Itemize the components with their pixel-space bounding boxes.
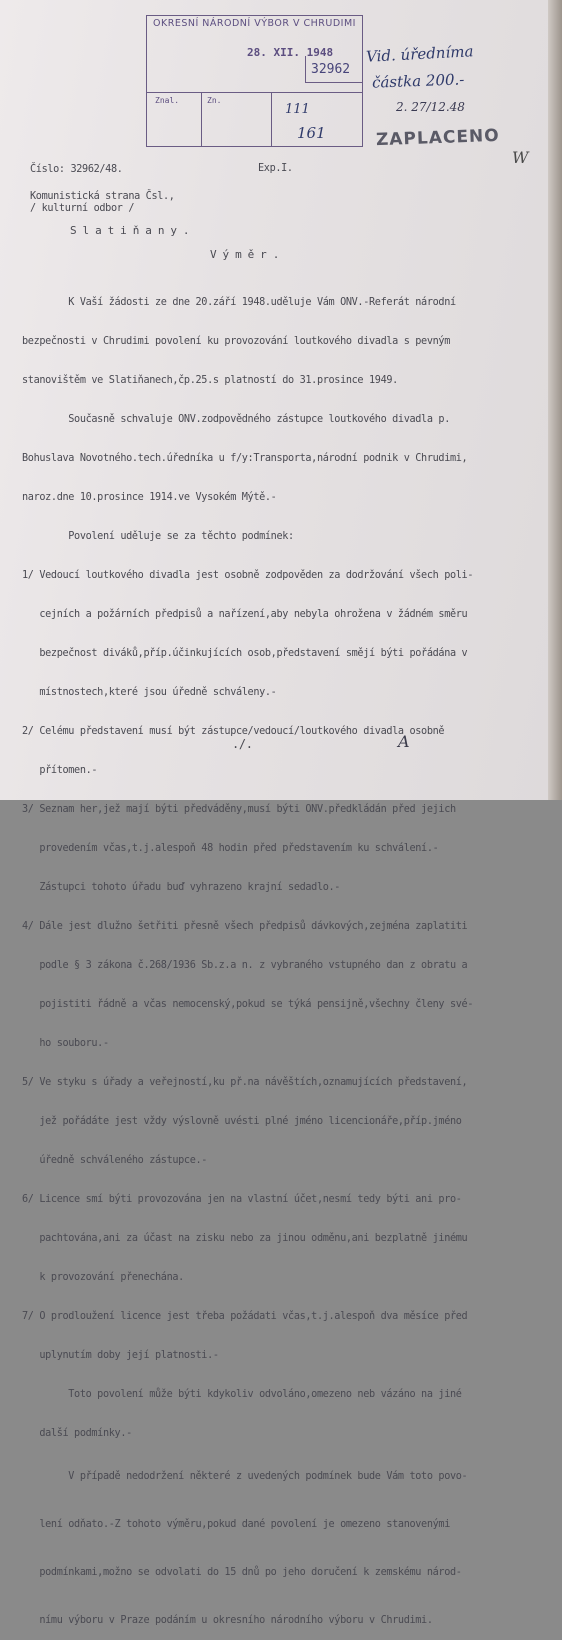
document-body — [22, 270, 473, 1640]
body-line: cejních a požárních předpisů a nařízení,aby nebyla ohrožena v žádném směru — [22, 609, 468, 620]
addressee-line: / kulturní odbor / — [30, 203, 135, 214]
stamp-number: 32962 — [311, 62, 351, 77]
stamp-date: 28. XII. 1948 — [247, 46, 334, 59]
body-line: k provozování přenechána. — [22, 1272, 184, 1283]
body-line: Zástupci tohoto úřadu buď vyhrazeno krajní sedadlo.- — [22, 882, 341, 893]
stamp-divider — [201, 92, 202, 146]
paid-stamp: ZAPLACENO — [375, 125, 501, 151]
body-line: úředně schváleného zástupce.- — [22, 1155, 208, 1166]
body-line: K Vaší žádosti ze dne 20.září 1948.uděluje Vám ONV.-Referát národní — [22, 297, 456, 308]
body-line: podmínkami,možno se odvolati do 15 dnů po jeho doručení k zemskému národ- — [22, 1567, 462, 1578]
body-line: Povolení uděluje se za těchto podmínek: — [22, 531, 294, 542]
body-line: Toto povolení může býti kdykoliv odvoláno,omezeno neb vázáno na jiné — [22, 1389, 462, 1400]
body-line: 2/ Celému představení musí být zástupce/vedoucí/loutkového divadla osobně — [22, 726, 445, 737]
body-line: 6/ Licence smí býti provozována jen na vlastní účet,nesmí tedy býti ani pro- — [22, 1194, 462, 1205]
stamp-divider — [147, 92, 362, 93]
body-line: stanovištěm ve Slatiňanech,čp.25.s platností do 31.prosince 1949. — [22, 375, 398, 386]
body-line: místnostech,které jsou úředně schváleny.- — [22, 687, 277, 698]
body-line: jež pořádáte jest vždy výslovně uvésti plné jméno licencionáře,příp.jméno — [22, 1116, 462, 1127]
body-line: bezpečnost diváků,příp.účinkujících osob,představení smějí býti pořádána v — [22, 648, 468, 659]
body-line: 7/ O prodloužení licence jest třeba požádati včas,t.j.alespoň dva měsíce před — [22, 1311, 468, 1322]
body-line: lení odňato.-Z tohoto výměru,pokud dané povolení je omezeno stanovenými — [22, 1519, 450, 1530]
reference-number: Číslo: 32962/48. — [30, 164, 123, 175]
document-title: V ý m ě r . — [210, 248, 279, 261]
stamp-handwritten: 161 — [297, 124, 326, 142]
body-line: 5/ Ve styku s úřady a veřejností,ku př.na návěštích,oznamujících představení, — [22, 1077, 468, 1088]
stamp-cell-label: Zn. — [207, 96, 222, 105]
handwritten-mark: W — [512, 148, 529, 167]
body-line: nímu výboru v Praze podáním u okresního národního výboru v Chrudimi. — [22, 1615, 433, 1626]
body-line: 1/ Vedoucí loutkového divadla jest osobně zodpověden za dodržování všech poli- — [22, 570, 474, 581]
addressee-line: Komunistická strana Čsl., — [30, 191, 175, 202]
handwritten-note: 2. 27/12.48 — [396, 100, 465, 114]
body-line: 4/ Dále jest dlužno šetřiti přesně všech předpisů dávkových,zejména zaplatiti — [22, 921, 468, 932]
body-line: 3/ Seznam her,jež mají býti předváděny,musí býti ONV.předkládán před jejich — [22, 804, 456, 815]
body-line: podle § 3 zákona č.268/1936 Sb.z.a n. z vybraného vstupného dan z obratu a — [22, 960, 468, 971]
closing-mark: ./. — [232, 737, 253, 751]
copy-number: Exp.I. — [258, 163, 293, 174]
body-line: bezpečnosti v Chrudimi povolení ku provozování loutkového divadla s pevným — [22, 336, 450, 347]
body-line: provedením včas,t.j.alespoň 48 hodin před představením ku schválení.- — [22, 843, 439, 854]
body-line: naroz.dne 10.prosince 1914.ve Vysokém Mýtě.- — [22, 492, 277, 503]
stamp-cell-label: Znal. — [155, 96, 180, 105]
body-line: pojistiti řádně a včas nemocenský,pokud se týká pensijně,všechny členy své- — [22, 999, 474, 1010]
body-line: Současně schvaluje ONV.zodpovědného zástupce loutkového divadla p. — [22, 414, 450, 425]
body-line: ho souboru.- — [22, 1038, 109, 1049]
page-edge — [548, 0, 562, 800]
signature: A — [398, 732, 410, 751]
stamp-divider — [271, 92, 272, 146]
handwritten-note: částka 200.- — [371, 70, 465, 92]
body-line: V případě nedodržení některé z uvedených podmínek bude Vám toto povo- — [22, 1471, 468, 1482]
body-line: další podmínky.- — [22, 1428, 132, 1439]
stamp-handwritten: 111 — [285, 102, 310, 117]
addressee-town: S l a t i ň a n y . — [70, 224, 190, 237]
body-line: Bohuslava Novotného.tech.úředníka u f/y:Transporta,národní podnik v Chrudimi, — [22, 453, 468, 464]
stamp-office: OKRESNÍ NÁRODNÍ VÝBOR V CHRUDIMI — [153, 18, 356, 29]
body-line: pachtována,ani za účast na zisku nebo za jinou odměnu,ani bezplatně jinému — [22, 1233, 468, 1244]
registry-stamp — [146, 15, 363, 147]
body-line: uplynutím doby její platnosti.- — [22, 1350, 219, 1361]
handwritten-note: Vid. úředníma — [365, 42, 474, 66]
body-line: přítomen.- — [22, 765, 98, 776]
